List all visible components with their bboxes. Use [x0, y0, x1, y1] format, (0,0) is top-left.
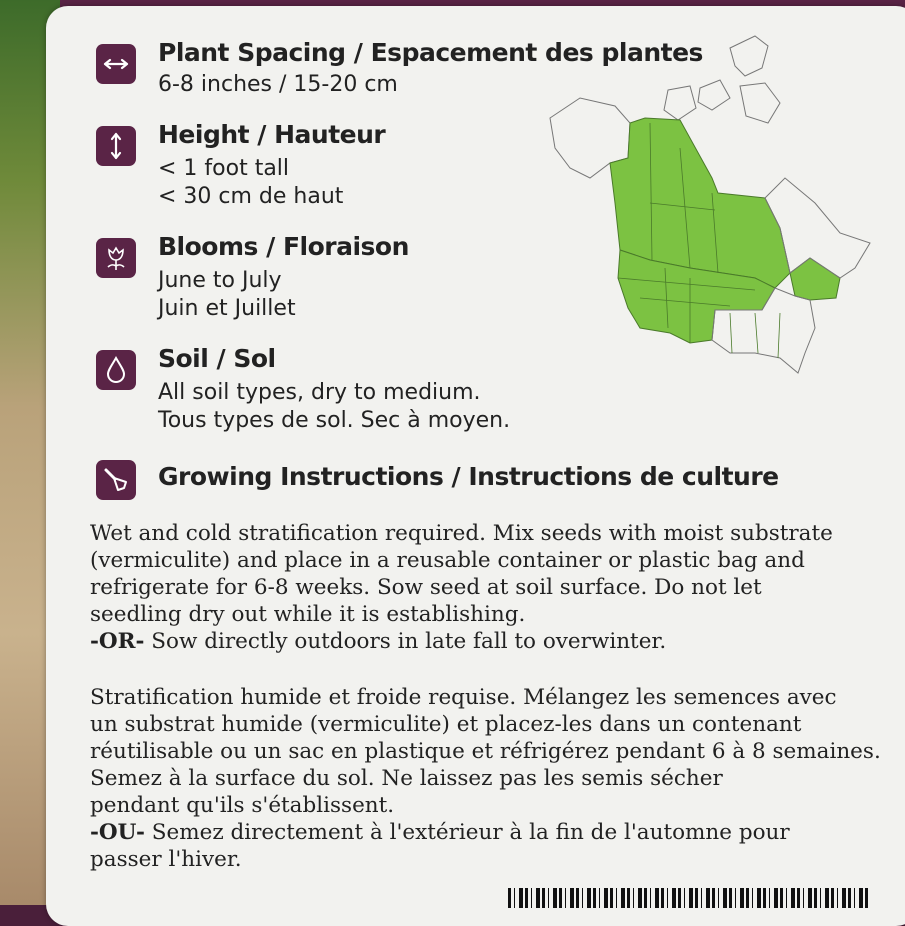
instructions-fr-line: réutilisable ou un sac en plastique et réfrigérez pendant 6 à 8 semaines.	[90, 739, 881, 764]
growing-title: Growing Instructions / Instructions de culture	[158, 462, 779, 491]
ou-label: -OU-	[90, 820, 145, 845]
blooms-line-1: June to July	[158, 268, 282, 293]
blooms-line-2: Juin et Juillet	[158, 296, 296, 321]
or-label: -OR-	[90, 629, 145, 654]
or-text: Sow directly outdoors in late fall to overwinter.	[144, 629, 667, 654]
trowel-icon	[96, 460, 136, 500]
height-line-1: < 1 foot tall	[158, 156, 290, 181]
instructions-french	[90, 684, 890, 873]
instructions-en-line: refrigerate for 6-8 weeks. Sow seed at soil surface. Do not let	[90, 575, 762, 600]
instructions-fr-line: pendant qu'ils s'établissent.	[90, 793, 395, 818]
blooms-title: Blooms / Floraison	[158, 232, 409, 261]
flower-icon	[96, 238, 136, 278]
instructions-fr-ou-line	[90, 819, 890, 846]
soil-title: Soil / Sol	[158, 344, 276, 373]
range-map	[540, 28, 880, 378]
instructions-english	[90, 520, 890, 655]
instructions-fr-line: Stratification humide et froide requise. Mélangez les semences avec	[90, 685, 837, 710]
instructions-fr-last-line: passer l'hiver.	[90, 847, 242, 872]
spacing-title: Plant Spacing / Espacement des plantes	[158, 38, 703, 67]
instructions-en-line: Wet and cold stratification required. Mix seeds with moist substrate	[90, 521, 833, 546]
vertical-arrows-icon	[96, 126, 136, 166]
instructions-en-line: (vermiculite) and place in a reusable container or plastic bag and	[90, 548, 805, 573]
spacing-line-1: 6-8 inches / 15-20 cm	[158, 72, 398, 97]
soil-line-2: Tous types de sol. Sec à moyen.	[158, 408, 511, 433]
ou-text: Semez directement à l'extérieur à la fin de l'automne pour	[144, 820, 790, 845]
instructions-fr-line: Semez à la surface du sol. Ne laissez pas les semis sécher	[90, 766, 723, 791]
horizontal-arrows-icon	[96, 44, 136, 84]
instructions-fr-line: un substrat humide (vermiculite) et placez-les dans un contenant	[90, 712, 802, 737]
instructions-en-line: seedling dry out while it is establishing.	[90, 602, 526, 627]
height-title: Height / Hauteur	[158, 120, 386, 149]
instructions-en-or-line	[90, 628, 890, 655]
water-drop-icon	[96, 350, 136, 390]
map-range-east	[790, 258, 840, 300]
height-line-2: < 30 cm de haut	[158, 184, 344, 209]
barcode	[508, 888, 868, 908]
map-arctic-islands	[664, 36, 780, 123]
soil-line-1: All soil types, dry to medium.	[158, 380, 481, 405]
